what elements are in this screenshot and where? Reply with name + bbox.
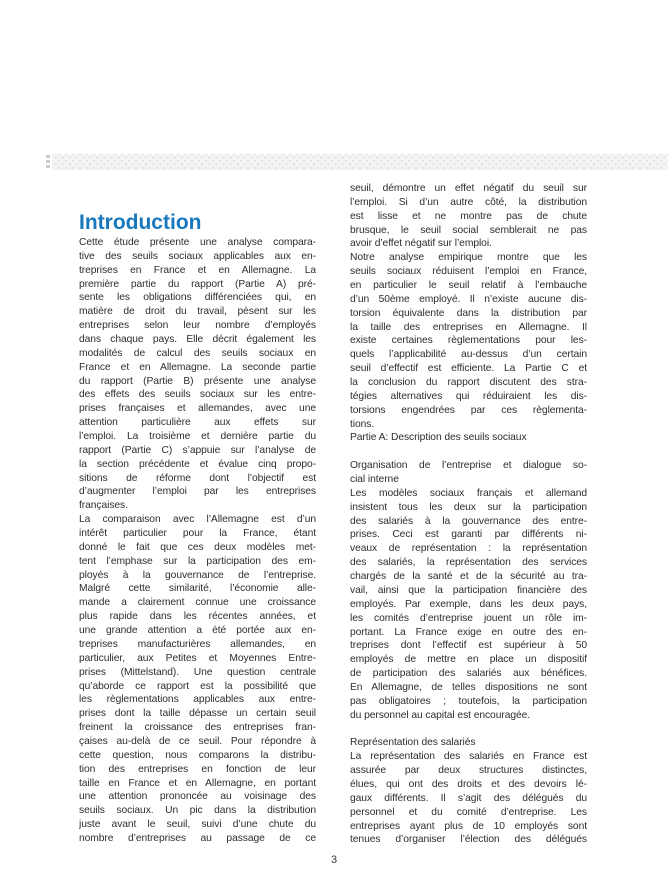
- text-line: première partie du rapport (Partie A) pré-: [79, 278, 316, 290]
- text-line: des effets des seuils sociaux sur les entre-: [79, 389, 316, 401]
- text-line: La comparaison avec l’Allemagne est d’un: [79, 514, 316, 526]
- text-line: avoir d’effet négatif sur l’emploi.: [350, 238, 492, 250]
- text-line: les règlementations applicables aux entre-: [79, 694, 316, 706]
- text-line: plus rapide dans les récentes années, et: [79, 611, 316, 623]
- text-line: çaises au-delà de ce seuil. Pour répondre à: [79, 735, 316, 747]
- text-line: Représentation des salariés: [350, 737, 476, 749]
- page-title: Introduction: [79, 211, 202, 235]
- page-number: 3: [330, 854, 338, 866]
- text-line: la conclusion du rapport discutent des stra-: [350, 377, 587, 389]
- text-line: chargés de la santé et de la sécurité au tra-: [350, 571, 587, 583]
- text-line: cette question, nous comparons la distribu-: [79, 749, 316, 761]
- text-line: prises dont la taille dépasse un certain seuil: [79, 708, 316, 720]
- text-line: tive des seuils sociaux applicables aux en-: [79, 250, 316, 262]
- text-line: personnel et du comité d’entreprise. Les: [350, 806, 587, 818]
- text-line: tent l’emphase sur la participation des em-: [79, 555, 316, 567]
- text-line: l’emploi. Si d’un autre côté, la distribution: [350, 196, 587, 208]
- text-line: du rapport (Partie B) présente une analyse: [79, 375, 316, 387]
- text-line: qu’aborde ce rapport est la possibilité que: [79, 680, 316, 692]
- text-line: particulier, aux Petites et Moyennes Entre-: [79, 652, 316, 664]
- text-line: seuil, démontre un effet négatif du seuil sur: [350, 183, 587, 194]
- text-line: entreprises selon leur nombre d’employés: [79, 320, 316, 332]
- text-line: pas obligatoires ; toutefois, la participation: [350, 695, 587, 707]
- text-line: en particulier le seuil relatif à l’embauche: [350, 280, 587, 292]
- text-line: françaises.: [79, 500, 128, 512]
- text-line: brusque, le seuil social semblerait ne pas: [350, 224, 587, 236]
- text-line: intérêt particulier pour la France, étant: [79, 528, 316, 540]
- text-line: juste avant le seuil, suivi d’une chute du: [79, 819, 316, 831]
- text-line: torsion équivalente dans la distribution par: [350, 307, 587, 319]
- text-line: entreprises ayant plus de 10 employés sont: [350, 820, 587, 832]
- text-line: quels l’applicabilité au-dessus d’un certain: [350, 349, 587, 361]
- text-line: rapport (Partie C) s’appuie sur l’analyse de: [79, 444, 316, 456]
- text-line: tenues d’organiser l’élection des délégués: [350, 834, 587, 846]
- text-line: cial interne: [350, 474, 399, 486]
- text-line: sitions de réforme dont l’objectif est: [79, 472, 316, 484]
- text-line: prises (Mittelstand). Une question centrale: [79, 666, 316, 678]
- right-column: [350, 182, 587, 847]
- text-line: des salariés, la représentation des services: [350, 557, 587, 569]
- text-line: dans chaque pays. Elle décrit également les: [79, 334, 316, 346]
- text-line: existe certaines règlementations pour les-: [350, 335, 587, 347]
- text-line: modalités de calcul des seuils sociaux en: [79, 347, 316, 359]
- text-line: ployés à la gouvernance de l’entreprise.: [79, 569, 316, 581]
- text-line: tions.: [350, 418, 375, 430]
- text-line: l’emploi. La troisième et dernière partie du: [79, 431, 316, 443]
- text-line: treprises en France et en Allemagne. La: [79, 264, 316, 276]
- text-line: Cette étude présente une analyse compara-: [79, 237, 316, 248]
- text-line: les comités d’entreprise jouent un rôle im-: [350, 612, 587, 624]
- text-line: prises. Ceci est garanti par différents ni-: [350, 529, 587, 541]
- text-line: donné le fait que ces deux modèles met-: [79, 541, 316, 553]
- text-line: une attention prononcée au voisinage des: [79, 791, 316, 803]
- text-line: d’augmenter l’emploi par les entreprises: [79, 486, 316, 498]
- text-line: En Allemagne, de telles dispositions ne sont: [350, 681, 587, 693]
- text-line: tion des entreprises en fonction de leur: [79, 763, 316, 775]
- text-line: élues, qui ont des droits et des devoirs lé-: [350, 778, 587, 790]
- text-line: treprises dont l’effectif est supérieur à 50: [350, 640, 587, 652]
- blank-line: [350, 445, 587, 459]
- text-line: Organisation de l’entreprise et dialogue so-: [350, 460, 587, 472]
- text-line: torsions engendrées par ces règlementa-: [350, 404, 587, 416]
- text-line: La représentation des salariés en France est: [350, 751, 587, 763]
- text-line: la taille des entreprises en Allemagne. Il: [350, 321, 587, 333]
- text-line: vail, ainsi que la participation financière des: [350, 584, 587, 596]
- text-line: une grande attention a été portée aux en-: [79, 625, 316, 637]
- text-line: sente les obligations différenciées qui, en: [79, 292, 316, 304]
- texture-band: [52, 154, 668, 170]
- text-line: seuil d’effectif est efficiente. La Partie C et: [350, 363, 587, 375]
- left-column: [79, 236, 316, 846]
- text-line: Les modèles sociaux français et allemand: [350, 487, 587, 499]
- text-line: freinent la croissance des entreprises fran-: [79, 722, 316, 734]
- texture-band-mark: [46, 155, 50, 169]
- text-line: matière de droit du travail, pèsent sur les: [79, 306, 316, 318]
- text-line: mande a clairement connue une croissance: [79, 597, 316, 609]
- text-line: Malgré cette similarité, l’économie alle-: [79, 583, 316, 595]
- text-line: des salariés à la gouvernance des entre-: [350, 515, 587, 527]
- text-line: du personnel au capital est encouragée.: [350, 709, 531, 721]
- text-line: gaux différents. Il s’agit des délégués du: [350, 792, 587, 804]
- text-line: portant. La France exige en outre des en-: [350, 626, 587, 638]
- text-line: seuils sociaux. Un pic dans la distribution: [79, 805, 316, 817]
- text-line: tégies alternatives qui réduiraient les dis-: [350, 390, 587, 402]
- text-line: France et en Allemagne. La seconde partie: [79, 361, 316, 373]
- text-line: est lisse et ne montre pas de chute: [350, 210, 587, 222]
- text-line: Partie A: Description des seuils sociaux: [350, 432, 527, 444]
- text-line: taille en France et en Allemagne, en portant: [79, 777, 316, 789]
- text-line: nombre d’entreprises au passage de ce: [79, 832, 316, 844]
- text-line: la section précédente et évalue cinq propo-: [79, 458, 316, 470]
- text-line: insistent tous les deux sur la participation: [350, 501, 587, 513]
- blank-line: [350, 723, 587, 737]
- text-line: veaux de représentation : la représentation: [350, 543, 587, 555]
- text-line: assurée par deux structures distinctes,: [350, 765, 587, 777]
- text-line: employés. Par exemple, dans les deux pays,: [350, 598, 587, 610]
- text-line: seuils sociaux réduisent l’emploi en France,: [350, 266, 587, 278]
- text-line: employés de mettre en place un dispositif: [350, 654, 587, 666]
- text-line: d’un 50ème employé. Il n’existe aucune dis-: [350, 293, 587, 305]
- text-line: attention particulière aux effets sur: [79, 417, 316, 429]
- text-line: de participation des salariés aux bénéfices.: [350, 668, 587, 680]
- text-line: Notre analyse empirique montre que les: [350, 252, 587, 264]
- text-line: treprises manufacturières allemandes, en: [79, 638, 316, 650]
- text-line: prises françaises et allemandes, avec une: [79, 403, 316, 415]
